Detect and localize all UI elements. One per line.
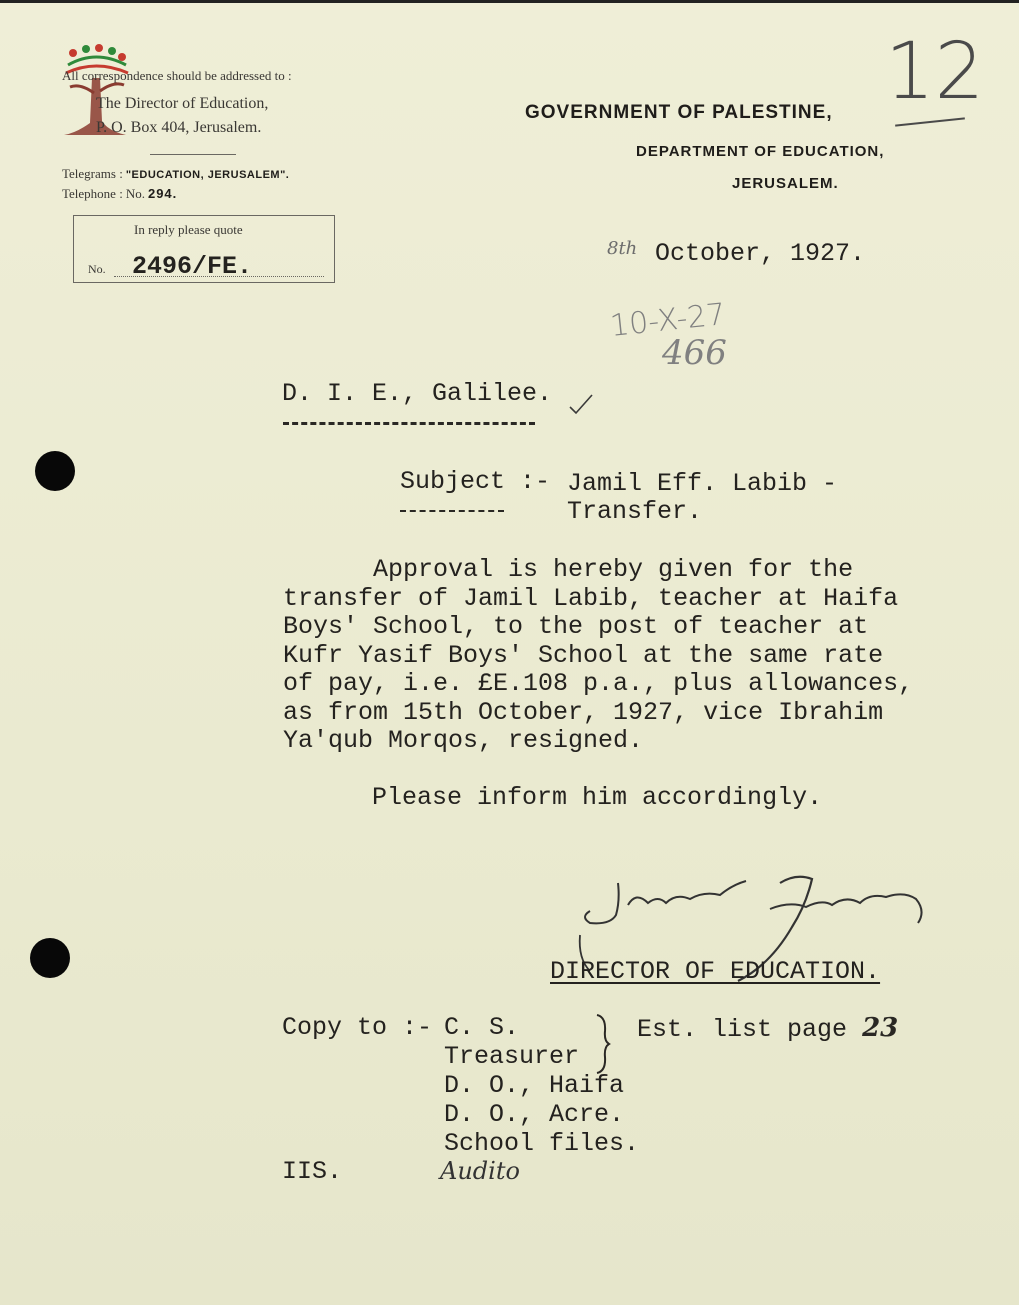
body-line-2: transfer of Jamil Labib, teacher at Haifa	[283, 583, 899, 613]
est-list-page-number: 23	[862, 1013, 899, 1043]
file-number-annotation: 466	[662, 333, 727, 373]
copy-recipient: D. O., Acre.	[444, 1100, 625, 1129]
closing-line: Please inform him accordingly.	[372, 783, 823, 812]
telegrams-line	[62, 166, 289, 182]
body-line-7: Ya'qub Morqos, resigned.	[283, 726, 644, 755]
copy-recipient: School files.	[444, 1129, 640, 1158]
address-line-2: P. O. Box 404, Jerusalem.	[96, 119, 262, 136]
punch-hole-top	[35, 451, 75, 491]
handwritten-initials: Audito	[440, 1157, 520, 1185]
body-line-4: Kufr Yasif Boys' School at the same rate	[283, 640, 884, 670]
subject-underline	[400, 510, 504, 512]
typist-initials: IIS.	[282, 1157, 343, 1186]
telephone-no-label: No.	[125, 186, 145, 201]
city-heading: JERUSALEM.	[732, 175, 839, 192]
reply-label: In reply please quote	[134, 222, 243, 237]
subject-label: Subject :-	[400, 467, 551, 496]
telegrams-label: Telegrams :	[62, 166, 123, 181]
body-line-5: of pay, i.e. £E.108 p.a., plus allowances,	[283, 669, 914, 698]
check-mark-icon	[568, 393, 594, 417]
letter-date: October, 1927.	[655, 239, 866, 268]
correspondence-line: All correspondence should be addressed to :	[62, 68, 292, 83]
department-heading: DEPARTMENT OF EDUCATION,	[636, 143, 885, 160]
body-line-1: Approval is hereby given for the	[373, 555, 854, 584]
page-number-underline	[895, 117, 965, 126]
copy-recipient: C. S.	[444, 1013, 520, 1042]
subject-line-1: Jamil Eff. Labib -	[567, 469, 838, 498]
addressee-underline	[283, 422, 535, 425]
punch-hole-bottom	[30, 938, 70, 978]
address-line-1: The Director of Education,	[96, 95, 269, 112]
reference-number: 2496/FE.	[132, 252, 253, 281]
body-line-3: Boys' School, to the post of teacher at	[283, 612, 869, 641]
government-heading: GOVERNMENT OF PALESTINE,	[525, 102, 833, 123]
received-date-annotation: 10-X-27	[608, 297, 728, 344]
subject-line-2: Transfer.	[567, 497, 703, 526]
body-line-6: as from 15th October, 1927, vice Ibrahim	[283, 697, 884, 727]
copy-label: Copy to :-	[282, 1013, 433, 1042]
est-list-label: Est. list page	[637, 1015, 848, 1044]
signatory-title: DIRECTOR OF EDUCATION.	[550, 957, 881, 986]
reply-quote-box	[73, 215, 335, 283]
body-paragraph	[283, 556, 913, 756]
page-number-annotation: 12	[885, 27, 985, 117]
date-day-handwritten: 8th	[607, 238, 638, 259]
letterhead-divider	[150, 154, 236, 155]
telephone-line	[62, 186, 177, 202]
copy-bracket-icon	[592, 1013, 612, 1075]
copy-recipient: D. O., Haifa	[444, 1071, 625, 1100]
copy-recipient: Treasurer	[444, 1042, 580, 1071]
addressee: D. I. E., Galilee.	[282, 379, 553, 408]
telephone-label: Telephone :	[62, 186, 123, 201]
telephone-number: 294.	[147, 186, 178, 201]
est-list-note	[637, 1013, 898, 1044]
reply-no-label: No.	[88, 262, 106, 276]
telegrams-value: "EDUCATION, JERUSALEM".	[125, 169, 290, 181]
